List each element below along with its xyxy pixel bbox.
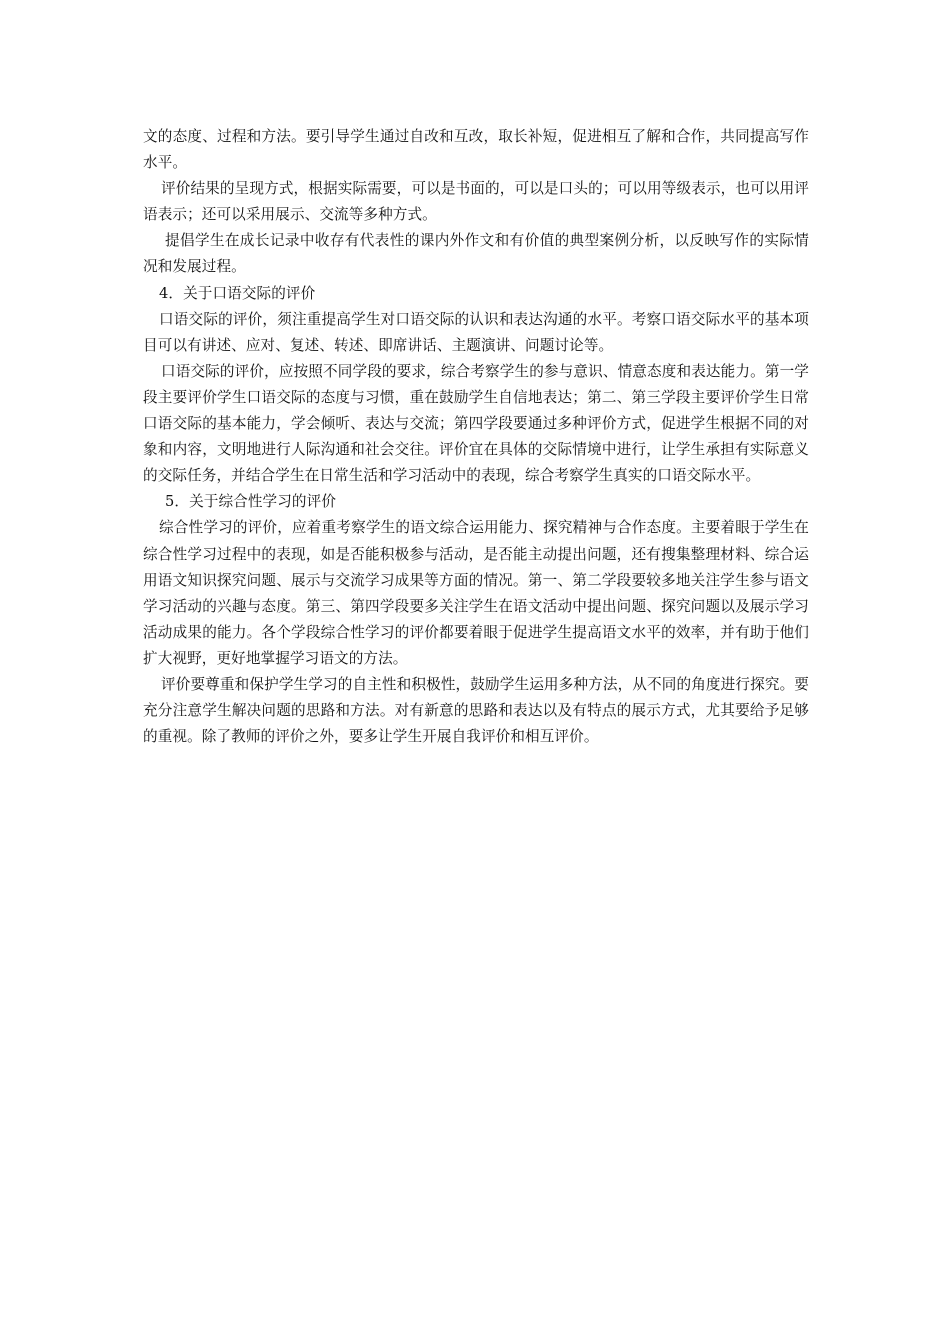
- paragraph-writing-evaluation-end: 文的态度、过程和方法。要引导学生通过自改和互改，取长补短，促进相互了解和合作，共同提高写作水平。: [143, 128, 809, 172]
- paragraph-result-presentation: 评价结果的呈现方式，根据实际需要，可以是书面的，可以是口头的；可以用等级表示，也可以用评语表示；还可以采用展示、交流等多种方式。: [143, 180, 809, 224]
- paragraph-comprehensive-learning: 综合性学习的评价，应着重考察学生的语文综合运用能力、探究精神与合作态度。主要着眼于学生在综合性学习过程中的表现，如是否能积极参与活动，是否能主动提出问题，还有搜集整理材料、综合运用语文知识探究问题、展示与交流学习成果等方面的情况。第一、第二学段要较多地关注学生参与语文学习活动的兴趣与态度。第三、第四学段要多关注学生在语文活动中提出问题、探究问题以及展示学习活动成果的能力。各个学段综合性学习的评价都要着眼于促进学生提高语文水平的效率，并有助于他们扩大视野，更好地掌握学习语文的方法。: [143, 519, 809, 667]
- document-body: [143, 124, 809, 750]
- paragraph-oral-communication-basics: 口语交际的评价，须注重提高学生对口语交际的认识和表达沟通的水平。考察口语交际水平的基本项目可以有讲述、应对、复述、转述、即席讲话、主题演讲、问题讨论等。: [143, 310, 809, 354]
- paragraph-autonomy-and-self-evaluation: 评价要尊重和保护学生学习的自主性和积极性，鼓励学生运用多种方法，从不同的角度进行探究。要充分注意学生解决问题的思路和方法。对有新意的思路和表达以及有特点的展示方式，尤其要给予足够的重视。除了教师的评价之外，要多让学生开展自我评价和相互评价。: [143, 675, 809, 746]
- section-heading-comprehensive-learning: 5．关于综合性学习的评价: [165, 493, 337, 511]
- section-heading-oral-communication: 4．关于口语交际的评价: [159, 284, 316, 302]
- paragraph-growth-record: 提倡学生在成长记录中收存有代表性的课内外作文和有价值的典型案例分析，以反映写作的实际情况和发展过程。: [143, 232, 809, 276]
- paragraph-oral-communication-stages: 口语交际的评价，应按照不同学段的要求，综合考察学生的参与意识、情意态度和表达能力。第一学段主要评价学生口语交际的态度与习惯，重在鼓励学生自信地表达；第二、第三学段主要评价学生日常口语交际的基本能力，学会倾听、表达与交流；第四学段要通过多种评价方式，促进学生根据不同的对象和内容，文明地进行人际沟通和社会交往。评价宜在具体的交际情境中进行，让学生承担有实际意义的交际任务，并结合学生在日常生活和学习活动中的表现，综合考察学生真实的口语交际水平。: [143, 362, 809, 485]
